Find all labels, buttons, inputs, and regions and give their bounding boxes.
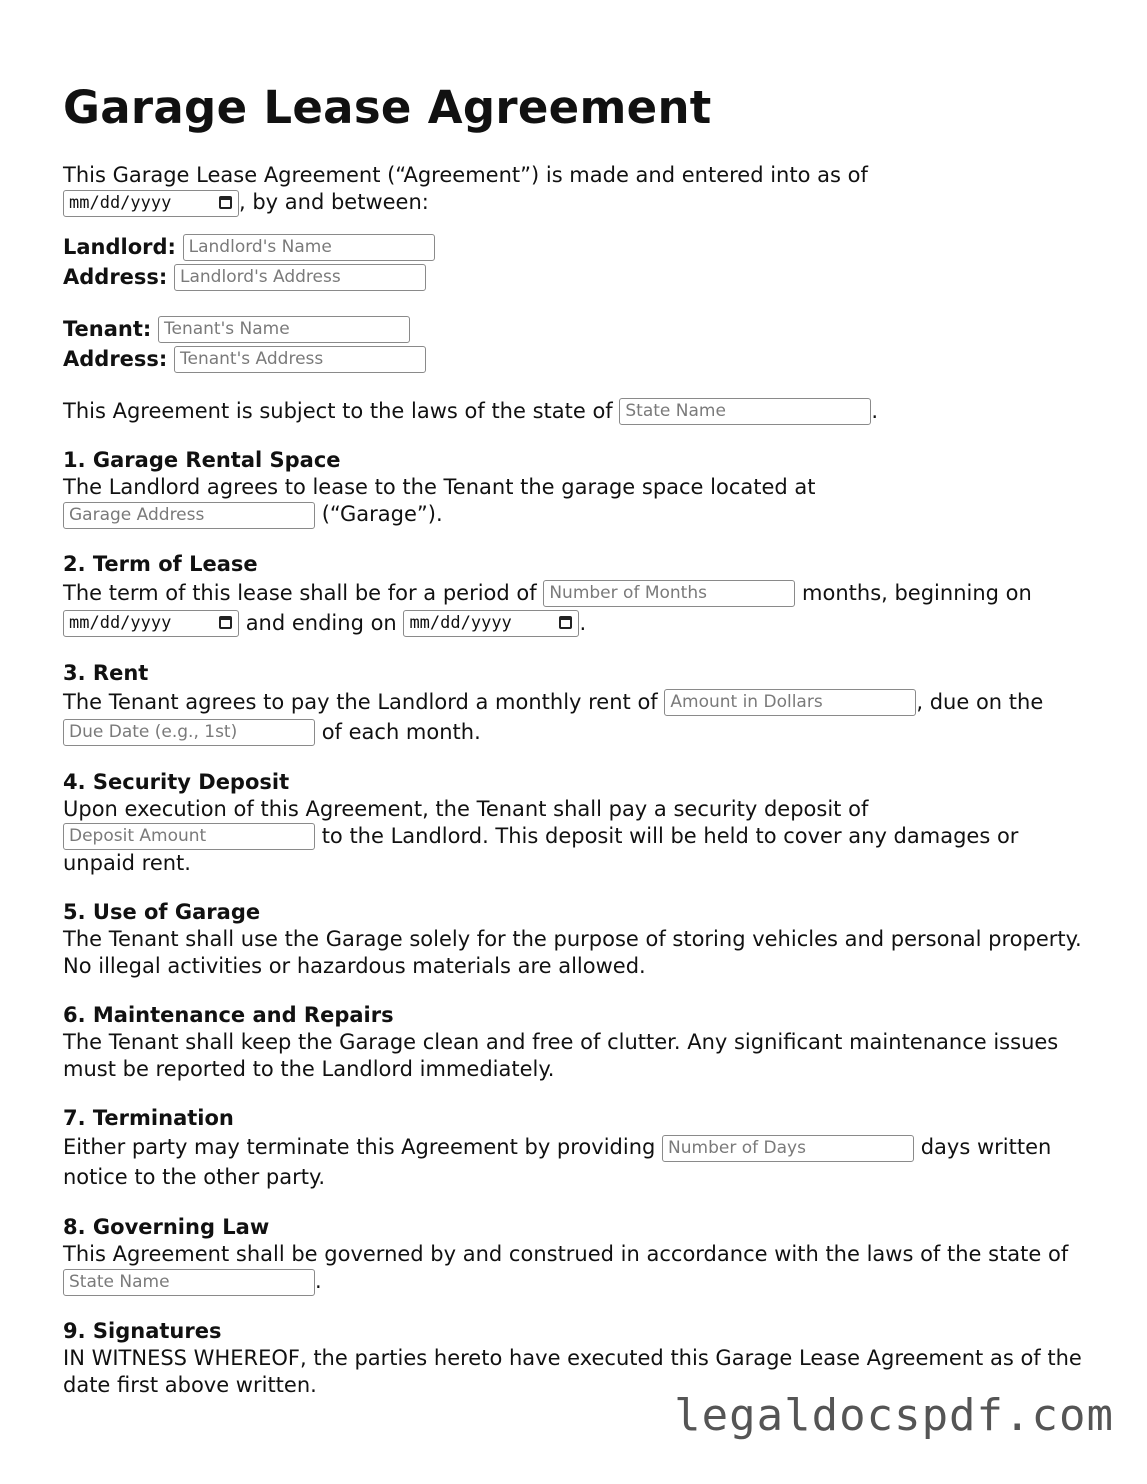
intro-text-after: , by and between:	[239, 190, 429, 214]
law-state-input[interactable]: State Name	[619, 398, 871, 425]
section-text-after: (“Garage”).	[321, 502, 443, 526]
section-signatures	[63, 1318, 1093, 1399]
section-text: The Tenant shall keep the Garage clean and free of clutter. Any significant maintenance issues must be reported to the Landlord immediately.	[63, 1030, 1059, 1081]
law-clause-period: .	[871, 398, 879, 423]
garage-address-input[interactable]: Garage Address	[63, 502, 315, 529]
landlord-address-input[interactable]: Landlord's Address	[174, 264, 426, 291]
section-text: The Tenant agrees to pay the Landlord a monthly rent of	[63, 689, 658, 714]
tenant-address-label: Address:	[63, 346, 168, 371]
section-text: IN WITNESS WHEREOF, the parties hereto have executed this Garage Lease Agreement as of the date first above written.	[63, 1345, 1082, 1397]
tenant-label: Tenant:	[63, 316, 152, 341]
section-termination	[63, 1105, 1093, 1192]
agreement-date-input[interactable]	[63, 190, 239, 217]
calendar-icon[interactable]	[219, 196, 232, 209]
section-text: Either party may terminate this Agreement by providing	[63, 1135, 656, 1159]
rent-amount-input[interactable]: Amount in Dollars	[664, 689, 916, 716]
tenant-address-input[interactable]: Tenant's Address	[174, 346, 426, 373]
tenant-name-input[interactable]: Tenant's Name	[158, 316, 410, 343]
brand-watermark: legaldocspdf.com	[674, 1390, 1114, 1441]
section-text-after: days written notice to the other party.	[63, 1135, 1052, 1189]
calendar-icon[interactable]	[559, 616, 572, 629]
section-text: This Agreement shall be governed by and construed in accordance with the laws of the state of	[63, 1242, 1069, 1266]
landlord-label: Landlord:	[63, 234, 176, 259]
section-heading: 7. Termination	[63, 1106, 234, 1130]
date-placeholder: mm/dd/yyyy	[409, 613, 512, 633]
end-date-input[interactable]	[403, 610, 579, 637]
section-text-after: to the Landlord. This deposit will be held to cover any damages or unpaid rent.	[63, 823, 1019, 875]
section-heading: 8. Governing Law	[63, 1215, 270, 1239]
date-placeholder: mm/dd/yyyy	[69, 613, 172, 633]
due-date-input[interactable]: Due Date (e.g., 1st)	[63, 719, 315, 746]
section-heading: 5. Use of Garage	[63, 900, 261, 924]
calendar-icon[interactable]	[219, 616, 232, 629]
governing-state-input[interactable]: State Name	[63, 1269, 315, 1296]
section-text: Upon execution of this Agreement, the Tenant shall pay a security deposit of	[63, 796, 869, 821]
section-text-after: .	[579, 610, 587, 635]
section-garage-rental-space	[63, 447, 1093, 529]
section-heading: 4. Security Deposit	[63, 769, 290, 794]
section-heading: 6. Maintenance and Repairs	[63, 1003, 394, 1027]
section-text-after: of each month.	[321, 719, 481, 744]
section-heading: 9. Signatures	[63, 1318, 222, 1343]
section-term-of-lease	[63, 551, 1093, 638]
section-heading: 2. Term of Lease	[63, 551, 258, 576]
law-clause-text: This Agreement is subject to the laws of the state of	[63, 398, 613, 423]
section-text: The Landlord agrees to lease to the Tenant the garage space located at	[63, 475, 816, 499]
section-maintenance-and-repairs	[63, 1002, 1093, 1083]
section-heading: 3. Rent	[63, 660, 149, 685]
document-title: Garage Lease Agreement	[63, 81, 712, 134]
section-text-mid: , due on the	[916, 689, 1044, 714]
start-date-input[interactable]	[63, 610, 239, 637]
law-clause	[63, 398, 1147, 426]
intro-paragraph	[63, 162, 1093, 217]
notice-days-input[interactable]: Number of Days	[662, 1135, 914, 1162]
section-security-deposit	[63, 769, 1093, 878]
section-rent	[63, 660, 1093, 747]
date-placeholder: mm/dd/yyyy	[69, 192, 172, 213]
section-heading: 1. Garage Rental Space	[63, 448, 341, 472]
landlord-address-label: Address:	[63, 264, 168, 289]
number-of-months-input[interactable]: Number of Months	[543, 580, 795, 607]
deposit-amount-input[interactable]: Deposit Amount	[63, 823, 315, 850]
landlord-block	[63, 234, 1147, 294]
section-governing-law	[63, 1214, 1093, 1296]
section-text-after: .	[315, 1269, 322, 1293]
section-use-of-garage	[63, 899, 1093, 980]
landlord-name-input[interactable]: Landlord's Name	[183, 234, 435, 261]
section-text-mid2: and ending on	[245, 610, 397, 635]
section-text: The term of this lease shall be for a period of	[63, 580, 537, 605]
intro-text: This Garage Lease Agreement (“Agreement”) is made and entered into as of	[63, 163, 868, 187]
tenant-block	[63, 316, 1147, 376]
section-text: The Tenant shall use the Garage solely for the purpose of storing vehicles and personal property. No illegal activities or hazardous materials are allowed.	[63, 927, 1082, 978]
section-text-mid: months, beginning on	[802, 580, 1032, 605]
